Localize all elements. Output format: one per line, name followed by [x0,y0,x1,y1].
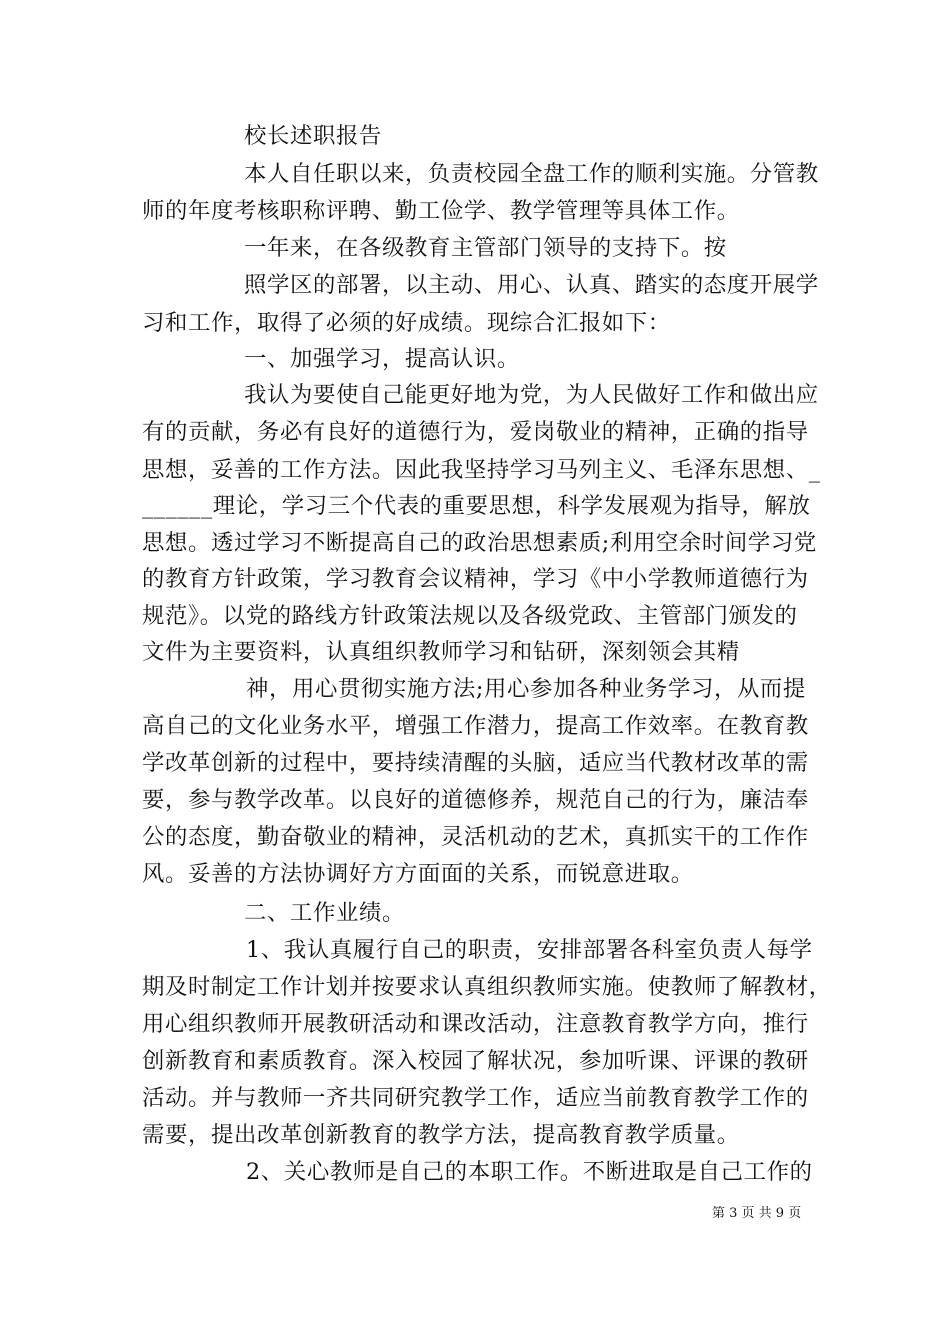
section-heading: 二、工作业绩。 [244,900,405,926]
text-line: 活动。并与教师一齐共同研究教学工作，适应当前教育教学工作的 [142,1085,809,1111]
text-line: 有的贡献，务必有良好的道德行为，爱岗敬业的精神，正确的指导 [142,419,809,445]
text-line: 思想。透过学习不断提高自己的政治思想素质;利用空余时间学习党 [142,530,817,556]
section-heading: 一、加强学习，提高认识。 [244,346,520,372]
text-line: 规范》。以党的路线方针政策法规以及各级党政、主管部门颁发的 [142,603,798,629]
text-line: 习和工作，取得了必须的好成绩。现综合汇报如下： [142,310,671,336]
text-line: 风。妥善的方法协调好方方面面的关系，而锐意进取。 [142,861,694,887]
text-line: 文件为主要资料，认真组织教师学习和钻研，深刻领会其精 [142,639,740,665]
text-line: ______理论，学习三个代表的重要思想，科学发展观为指导，解放 [142,493,811,519]
text-line: 师的年度考核职称评聘、勤工俭学、教学管理等具体工作。 [142,198,740,224]
text-line: 需要，提出改革创新教育的教学方法，提高教育教学质量。 [142,1122,740,1148]
text-line: 创新教育和素质教育。深入校园了解状况，参加听课、评课的教研 [142,1048,809,1074]
text-line: 1、我认真履行自己的职责，安排部署各科室负责人每学 [246,937,813,963]
text-line: 用心组织教师开展教研活动和课改活动，注意教育教学方向，推行 [142,1011,809,1037]
text-line: 一年来，在各级教育主管部门领导的支持下。按 [244,235,727,261]
text-line: 我认为要使自己能更好地为党，为人民做好工作和做出应 [244,382,819,408]
text-line: 要，参与教学改革。以良好的道德修养，规范自己的行为，廉洁奉 [142,787,809,813]
text-line: 思想，妥善的工作方法。因此我坚持学习马列主义、毛泽东思想、_ [142,457,821,483]
text-line: 的教育方针政策，学习教育会议精神，学习《中小学教师道德行为 [142,566,809,592]
document-title: 校长述职报告 [244,123,382,149]
text-line: 公的态度，勤奋敬业的精神，灵活机动的艺术，真抓实干的工作作 [142,824,809,850]
text-line: 照学区的部署，以主动、用心、认真、踏实的态度开展学 [244,272,819,298]
text-line: 2、关心教师是自己的本职工作。不断进取是自己工作的 [246,1159,813,1185]
page-footer: 第 3 页 共 9 页 [712,1206,802,1221]
text-line: 期及时制定工作计划并按要求认真组织教师实施。使教师了解教材， [142,974,832,1000]
text-line: 高自己的文化业务水平，增强工作潜力，提高工作效率。在教育教 [142,713,809,739]
text-line: 学改革创新的过程中，要持续清醒的头脑，适应当代教材改革的需 [142,750,809,776]
text-line: 本人自任职以来，负责校园全盘工作的顺利实施。分管教 [244,161,819,187]
text-line: 神，用心贯彻实施方法;用心参加各种业务学习，从而提 [246,676,806,702]
